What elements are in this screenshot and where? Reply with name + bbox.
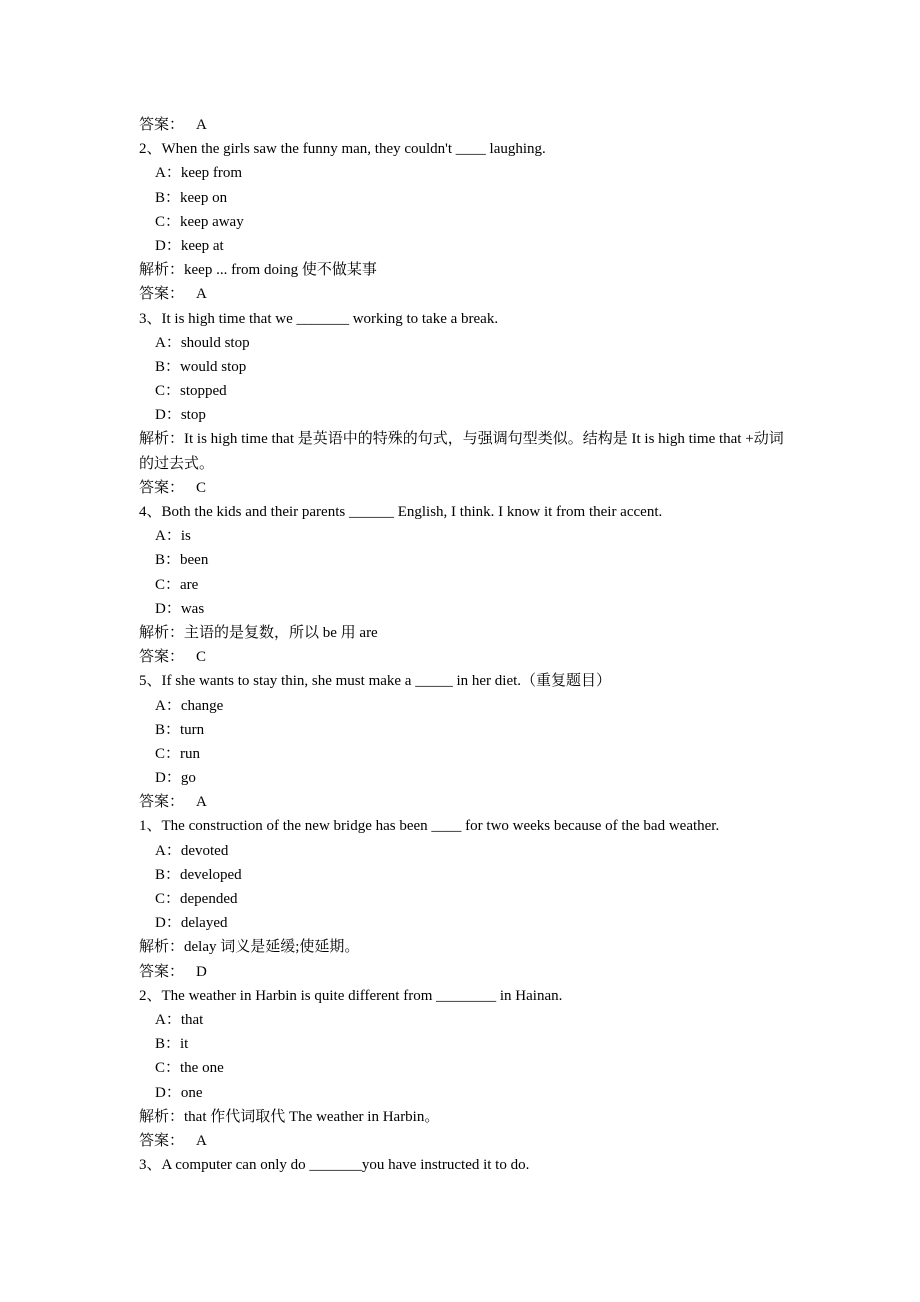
answer-line [139,282,784,306]
option-line [139,839,784,863]
analysis-text: 解析：that 作代词取代 The weather in Harbin。 [139,1108,440,1125]
option-text: C：run [155,745,201,762]
analysis-text: 解析：It is high time that 是英语中的特殊的句式，与强调句型类似。结构是 It is high time that +动词的过去式。 [139,431,784,472]
analysis-line [139,935,784,959]
answer-value: D [196,963,207,980]
option-text: D：go [155,770,196,787]
answer-line [139,1129,784,1153]
question-line [139,137,784,161]
option-line [139,403,784,427]
option-line [139,548,784,572]
option-line [139,742,784,766]
analysis-line [139,621,784,645]
question-text: 3、A computer can only do _______you have instructed it to do. [139,1157,530,1174]
option-text: B：been [155,552,209,569]
answer-value: A [196,286,207,303]
question-text: 4、Both the kids and their parents ______ English, I think. I know it from their accent. [139,504,663,521]
option-line [139,573,784,597]
option-line [139,234,784,258]
option-text: A：should stop [155,334,250,351]
option-text: A：change [155,697,224,714]
answer-line [139,476,784,500]
question-line [139,1153,784,1177]
answer-label: 答案： [139,794,185,811]
answer-line [139,960,784,984]
option-text: A：keep from [155,165,243,182]
question-text: 5、If she wants to stay thin, she must make a _____ in her diet.（重复题目） [139,673,612,690]
question-text: 2、The weather in Harbin is quite different from ________ in Hainan. [139,987,563,1004]
answer-value: C [196,479,207,496]
option-text: D：stop [155,407,206,424]
option-text: B：turn [155,721,205,738]
option-line [139,331,784,355]
answer-label: 答案： [139,479,185,496]
option-text: C：the one [155,1060,224,1077]
option-line [139,524,784,548]
option-text: A：that [155,1011,204,1028]
analysis-line [139,258,784,282]
answer-label: 答案： [139,649,185,666]
document-page [139,113,784,1177]
option-line [139,210,784,234]
option-line [139,597,784,621]
option-line [139,379,784,403]
question-text: 2、When the girls saw the funny man, they couldn't ____ laughing. [139,141,546,158]
option-line [139,911,784,935]
question-line [139,669,784,693]
option-text: B：keep on [155,189,228,206]
option-line [139,355,784,379]
answer-label: 答案： [139,117,185,133]
option-text: C：are [155,576,199,593]
analysis-line [139,427,784,475]
option-text: B：it [155,1036,189,1053]
option-line [139,694,784,718]
answer-value: A [196,794,207,811]
option-text: C：keep away [155,213,244,230]
option-line [139,1032,784,1056]
option-line [139,1081,784,1105]
answer-value: C [196,649,207,666]
option-text: C：depended [155,891,238,908]
answer-value: A [196,1132,207,1149]
question-line [139,984,784,1008]
answer-value: A [196,117,207,133]
option-line [139,1056,784,1080]
question-line [139,307,784,331]
answer-label: 答案： [139,286,185,303]
analysis-text: 解析：主语的是复数，所以 be 用 are [139,624,378,641]
option-text: D：one [155,1084,203,1101]
option-text: B：would stop [155,358,247,375]
option-line [139,186,784,210]
option-line [139,766,784,790]
option-line [139,161,784,185]
answer-line [139,113,784,137]
analysis-line [139,1105,784,1129]
question-line [139,500,784,524]
option-text: B：developed [155,866,242,883]
option-line [139,887,784,911]
question-text: 1、The construction of the new bridge has been ____ for two weeks because of the bad weather. [139,818,720,835]
answer-label: 答案： [139,963,185,980]
answer-line [139,790,784,814]
option-text: C：stopped [155,383,227,400]
option-text: A：devoted [155,842,229,859]
analysis-text: 解析：delay 词义是延缓;使延期。 [139,939,360,956]
analysis-text: 解析：keep ... from doing 使不做某事 [139,262,377,279]
option-text: D：keep at [155,237,224,254]
question-line [139,814,784,838]
option-line [139,1008,784,1032]
option-line [139,718,784,742]
option-text: D：was [155,600,205,617]
question-text: 3、It is high time that we _______ working to take a break. [139,310,499,327]
option-text: D：delayed [155,915,228,932]
option-line [139,863,784,887]
option-text: A：is [155,528,191,545]
answer-label: 答案： [139,1132,185,1149]
answer-line [139,645,784,669]
